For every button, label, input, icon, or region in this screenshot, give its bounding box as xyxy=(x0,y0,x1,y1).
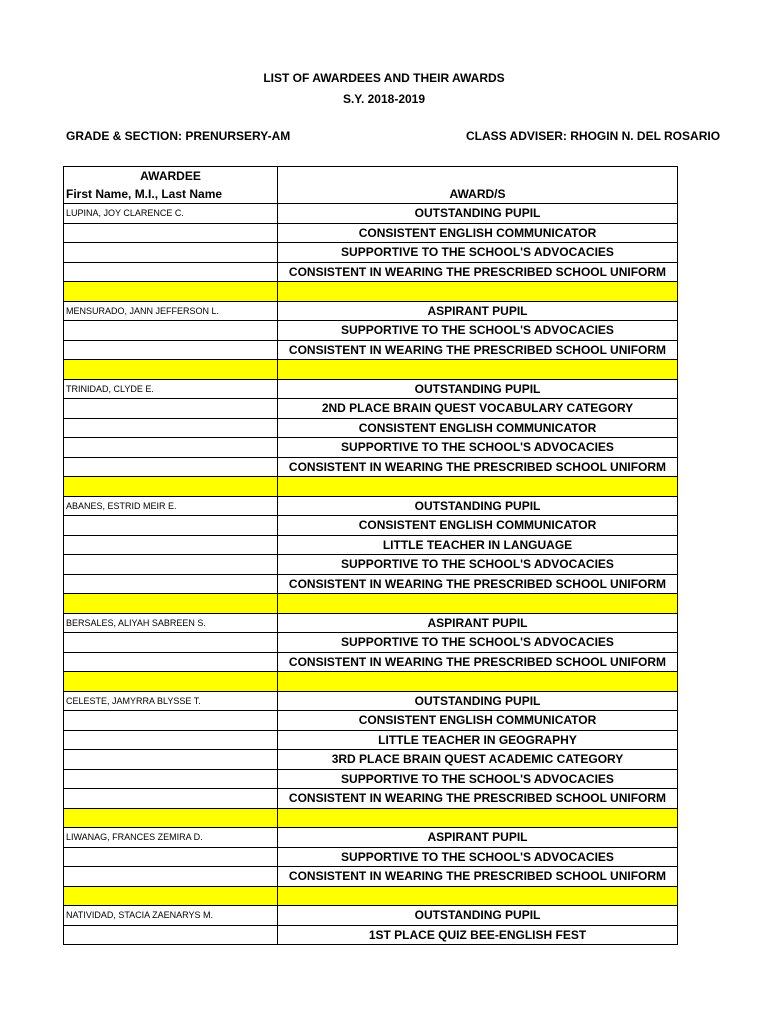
award-cell: CONSISTENT IN WEARING THE PRESCRIBED SCHOOL UNIFORM xyxy=(278,789,678,809)
table-row xyxy=(64,906,678,926)
award-cell: SUPPORTIVE TO THE SCHOOL'S ADVOCACIES xyxy=(278,438,678,458)
table-row xyxy=(64,262,678,282)
empty-cell xyxy=(64,867,278,887)
table-row xyxy=(64,301,678,321)
empty-cell xyxy=(64,711,278,731)
award-cell: ASPIRANT PUPIL xyxy=(278,301,678,321)
empty-cell xyxy=(64,516,278,536)
highlight-cell xyxy=(278,594,678,614)
table-row xyxy=(64,516,678,536)
highlight-cell xyxy=(278,282,678,302)
table-row xyxy=(64,633,678,653)
school-year: S.Y. 2018-2019 xyxy=(342,92,426,106)
table-row xyxy=(64,438,678,458)
highlight-cell xyxy=(64,886,278,906)
award-cell: SUPPORTIVE TO THE SCHOOL'S ADVOCACIES xyxy=(278,847,678,867)
separator-row xyxy=(64,594,678,614)
table-row xyxy=(64,321,678,341)
award-cell: CONSISTENT IN WEARING THE PRESCRIBED SCHOOL UNIFORM xyxy=(278,574,678,594)
table-row xyxy=(64,750,678,770)
table-row xyxy=(64,730,678,750)
awardee-subheader-label: First Name, M.I., Last Name xyxy=(66,187,223,201)
table-row xyxy=(64,399,678,419)
empty-cell xyxy=(64,574,278,594)
award-cell: OUTSTANDING PUPIL xyxy=(278,204,678,224)
awardee-name: ABANES, ESTRID MEIR E. xyxy=(64,496,278,516)
award-cell: SUPPORTIVE TO THE SCHOOL'S ADVOCACIES xyxy=(278,555,678,575)
award-cell: CONSISTENT IN WEARING THE PRESCRIBED SCHOOL UNIFORM xyxy=(278,262,678,282)
table-row xyxy=(64,867,678,887)
award-cell: CONSISTENT ENGLISH COMMUNICATOR xyxy=(278,516,678,536)
award-cell: LITTLE TEACHER IN LANGUAGE xyxy=(278,535,678,555)
table-row xyxy=(64,204,678,224)
table-row xyxy=(64,340,678,360)
empty-cell xyxy=(64,633,278,653)
separator-row xyxy=(64,808,678,828)
highlight-cell xyxy=(64,477,278,497)
awardee-name: LUPINA, JOY CLARENCE C. xyxy=(64,204,278,224)
empty-cell xyxy=(64,847,278,867)
empty-cell xyxy=(64,321,278,341)
awardee-name: BERSALES, ALIYAH SABREEN S. xyxy=(64,613,278,633)
award-cell: CONSISTENT ENGLISH COMMUNICATOR xyxy=(278,418,678,438)
empty-cell xyxy=(64,769,278,789)
empty-cell xyxy=(64,223,278,243)
awardee-name: CELESTE, JAMYRRA BLYSSE T. xyxy=(64,691,278,711)
table-row xyxy=(64,457,678,477)
highlight-cell xyxy=(64,594,278,614)
empty-cell xyxy=(64,789,278,809)
award-cell: 1ST PLACE QUIZ BEE-ENGLISH FEST xyxy=(278,925,678,945)
empty-cell xyxy=(64,418,278,438)
table-row xyxy=(64,379,678,399)
awardees-table xyxy=(63,166,678,945)
empty-cell xyxy=(64,262,278,282)
award-cell: ASPIRANT PUPIL xyxy=(278,613,678,633)
table-row xyxy=(64,769,678,789)
award-cell: CONSISTENT IN WEARING THE PRESCRIBED SCHOOL UNIFORM xyxy=(278,867,678,887)
table-row xyxy=(64,613,678,633)
table-row xyxy=(64,535,678,555)
award-cell: SUPPORTIVE TO THE SCHOOL'S ADVOCACIES xyxy=(278,633,678,653)
separator-row xyxy=(64,360,678,380)
award-cell: LITTLE TEACHER IN GEOGRAPHY xyxy=(278,730,678,750)
award-cell: CONSISTENT ENGLISH COMMUNICATOR xyxy=(278,711,678,731)
award-cell: OUTSTANDING PUPIL xyxy=(278,379,678,399)
awardee-header-label: AWARDEE xyxy=(140,169,201,183)
table-row xyxy=(64,711,678,731)
award-cell: ASPIRANT PUPIL xyxy=(278,828,678,848)
empty-cell xyxy=(64,750,278,770)
award-cell: OUTSTANDING PUPIL xyxy=(278,496,678,516)
award-cell: SUPPORTIVE TO THE SCHOOL'S ADVOCACIES xyxy=(278,243,678,263)
awardee-column-header xyxy=(64,167,278,204)
awardee-name: NATIVIDAD, STACIA ZAENARYS M. xyxy=(64,906,278,926)
award-cell: CONSISTENT IN WEARING THE PRESCRIBED SCHOOL UNIFORM xyxy=(278,340,678,360)
empty-cell xyxy=(64,340,278,360)
award-cell: SUPPORTIVE TO THE SCHOOL'S ADVOCACIES xyxy=(278,769,678,789)
award-cell: CONSISTENT ENGLISH COMMUNICATOR xyxy=(278,223,678,243)
empty-cell xyxy=(64,438,278,458)
highlight-cell xyxy=(64,808,278,828)
award-cell: CONSISTENT IN WEARING THE PRESCRIBED SCHOOL UNIFORM xyxy=(278,457,678,477)
separator-row xyxy=(64,477,678,497)
highlight-cell xyxy=(278,808,678,828)
highlight-cell xyxy=(278,672,678,692)
awards-column-header: AWARD/S xyxy=(278,167,678,204)
empty-cell xyxy=(64,555,278,575)
table-row xyxy=(64,925,678,945)
table-row xyxy=(64,223,678,243)
table-row xyxy=(64,574,678,594)
table-row xyxy=(64,828,678,848)
award-cell: 2ND PLACE BRAIN QUEST VOCABULARY CATEGORY xyxy=(278,399,678,419)
award-cell: 3RD PLACE BRAIN QUEST ACADEMIC CATEGORY xyxy=(278,750,678,770)
grade-section: GRADE & SECTION: PRENURSERY-AM xyxy=(66,129,291,143)
table-row xyxy=(64,496,678,516)
empty-cell xyxy=(64,399,278,419)
table-row xyxy=(64,691,678,711)
empty-cell xyxy=(64,730,278,750)
highlight-cell xyxy=(278,360,678,380)
table-header xyxy=(64,167,678,204)
highlight-cell xyxy=(64,360,278,380)
award-cell: SUPPORTIVE TO THE SCHOOL'S ADVOCACIES xyxy=(278,321,678,341)
empty-cell xyxy=(64,925,278,945)
empty-cell xyxy=(64,652,278,672)
separator-row xyxy=(64,282,678,302)
table-row xyxy=(64,789,678,809)
awardee-name: MENSURADO, JANN JEFFERSON L. xyxy=(64,301,278,321)
empty-cell xyxy=(64,535,278,555)
highlight-cell xyxy=(64,672,278,692)
class-adviser: CLASS ADVISER: RHOGIN N. DEL ROSARIO xyxy=(466,129,721,143)
highlight-cell xyxy=(278,477,678,497)
table-row xyxy=(64,418,678,438)
awardee-name: LIWANAG, FRANCES ZEMIRA D. xyxy=(64,828,278,848)
separator-row xyxy=(64,886,678,906)
table-row xyxy=(64,555,678,575)
highlight-cell xyxy=(278,886,678,906)
table-body xyxy=(64,204,678,945)
table-row xyxy=(64,243,678,263)
document-title: LIST OF AWARDEES AND THEIR AWARDS xyxy=(263,71,505,85)
empty-cell xyxy=(64,457,278,477)
table-row xyxy=(64,652,678,672)
empty-cell xyxy=(64,243,278,263)
award-cell: OUTSTANDING PUPIL xyxy=(278,691,678,711)
table-row xyxy=(64,847,678,867)
separator-row xyxy=(64,672,678,692)
award-cell: CONSISTENT IN WEARING THE PRESCRIBED SCHOOL UNIFORM xyxy=(278,652,678,672)
awardee-name: TRINIDAD, CLYDE E. xyxy=(64,379,278,399)
highlight-cell xyxy=(64,282,278,302)
award-cell: OUTSTANDING PUPIL xyxy=(278,906,678,926)
